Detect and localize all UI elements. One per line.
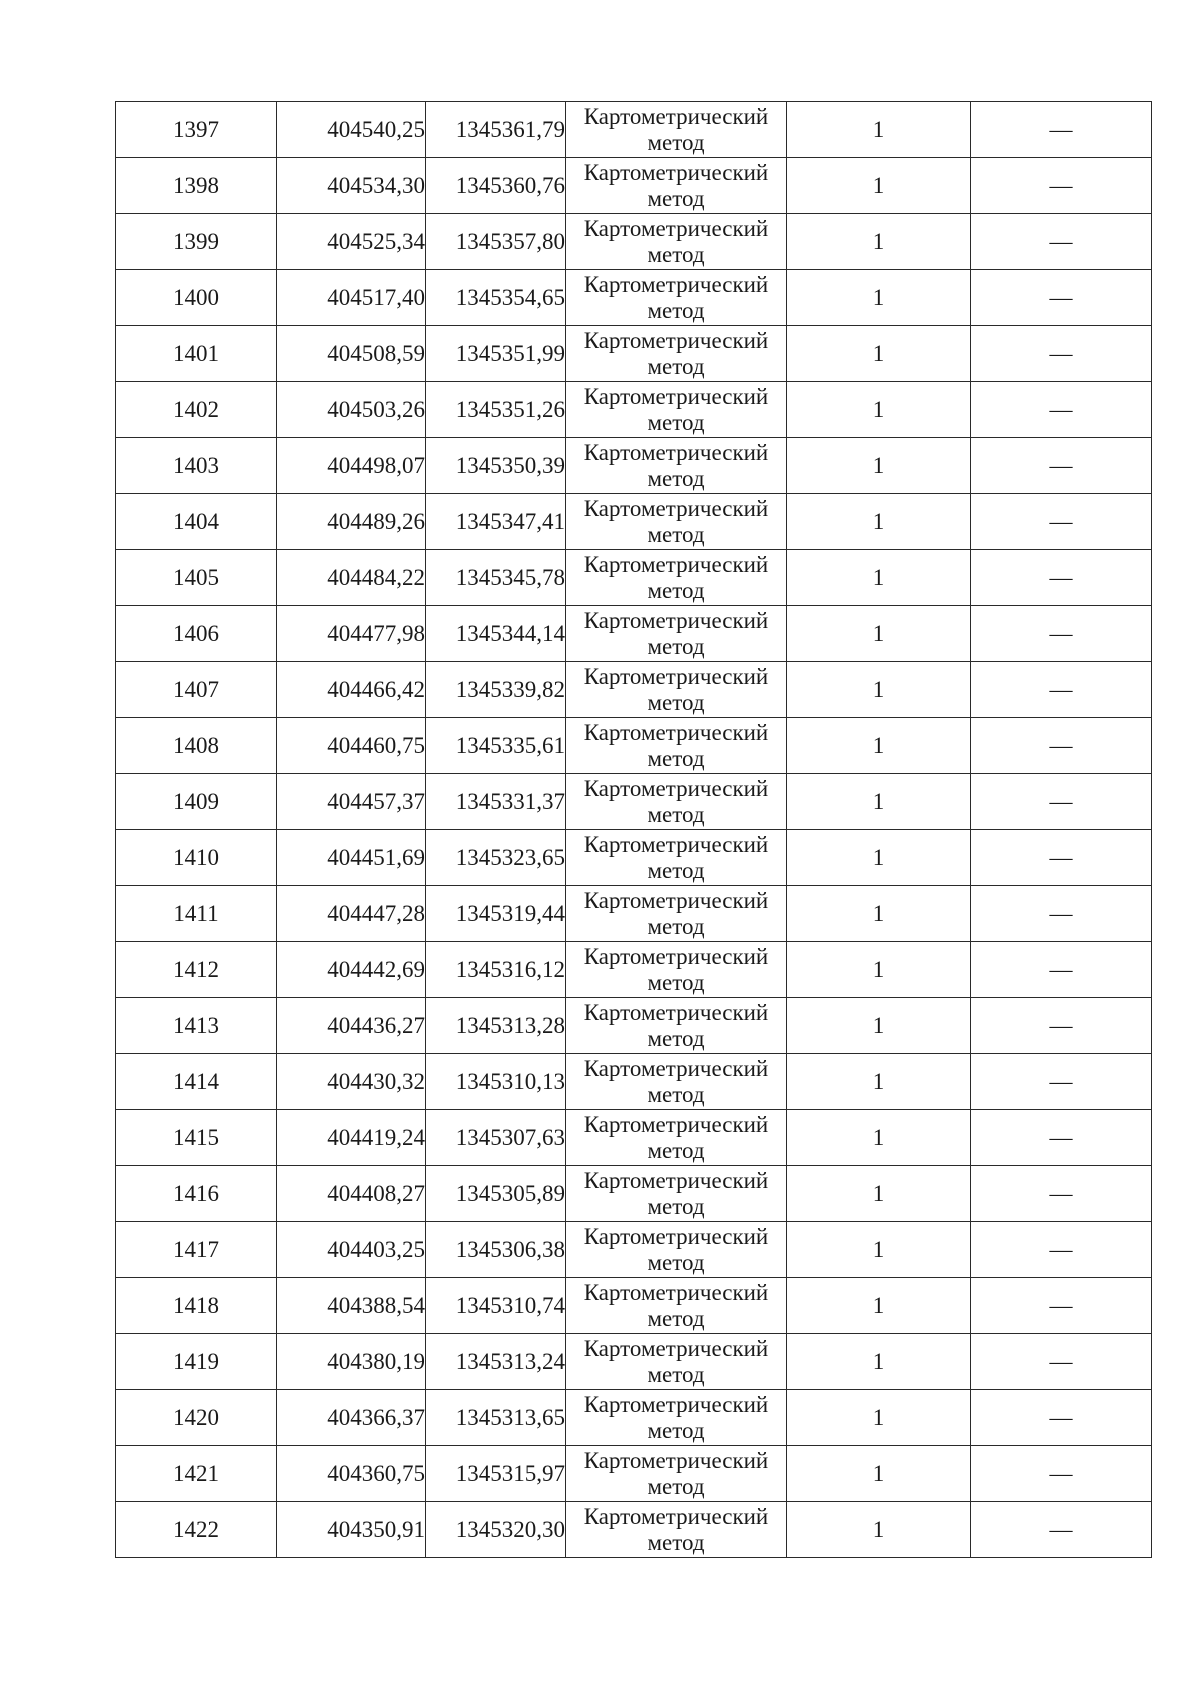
method-cell	[566, 830, 787, 886]
description-cell: —	[971, 214, 1152, 270]
method-line-1: Картометрический	[583, 943, 769, 969]
method-line-1: Картометрический	[583, 1447, 769, 1473]
y-coordinate-cell: 1345350,39	[426, 438, 566, 494]
table-row	[116, 942, 1152, 998]
method-cell	[566, 718, 787, 774]
table-row	[116, 326, 1152, 382]
point-number-cell: 1400	[116, 270, 277, 326]
method-line-2: метод	[647, 465, 705, 491]
y-coordinate-cell: 1345310,13	[426, 1054, 566, 1110]
description-cell: —	[971, 1110, 1152, 1166]
method-line-2: метод	[647, 129, 705, 155]
method-cell	[566, 942, 787, 998]
accuracy-cell: 1	[787, 886, 971, 942]
table-row	[116, 382, 1152, 438]
method-line-1: Картометрический	[583, 831, 769, 857]
table-row	[116, 1110, 1152, 1166]
point-number-cell: 1404	[116, 494, 277, 550]
method-cell	[566, 998, 787, 1054]
method-line-1: Картометрический	[583, 383, 769, 409]
description-cell: —	[971, 1390, 1152, 1446]
point-number-cell: 1402	[116, 382, 277, 438]
point-number-cell: 1419	[116, 1334, 277, 1390]
x-coordinate-cell: 404436,27	[277, 998, 426, 1054]
y-coordinate-cell: 1345354,65	[426, 270, 566, 326]
description-cell: —	[971, 438, 1152, 494]
accuracy-cell: 1	[787, 718, 971, 774]
x-coordinate-cell: 404508,59	[277, 326, 426, 382]
method-cell	[566, 1054, 787, 1110]
y-coordinate-cell: 1345305,89	[426, 1166, 566, 1222]
table-row	[116, 214, 1152, 270]
point-number-cell: 1408	[116, 718, 277, 774]
method-line-1: Картометрический	[583, 1335, 769, 1361]
accuracy-cell: 1	[787, 214, 971, 270]
method-line-2: метод	[647, 689, 705, 715]
accuracy-cell: 1	[787, 438, 971, 494]
method-cell	[566, 774, 787, 830]
method-cell	[566, 1390, 787, 1446]
accuracy-cell: 1	[787, 1446, 971, 1502]
description-cell: —	[971, 326, 1152, 382]
y-coordinate-cell: 1345351,99	[426, 326, 566, 382]
point-number-cell: 1397	[116, 102, 277, 158]
table-row	[116, 494, 1152, 550]
description-cell: —	[971, 606, 1152, 662]
y-coordinate-cell: 1345344,14	[426, 606, 566, 662]
x-coordinate-cell: 404430,32	[277, 1054, 426, 1110]
y-coordinate-cell: 1345351,26	[426, 382, 566, 438]
method-line-1: Картометрический	[583, 439, 769, 465]
table-row	[116, 1502, 1152, 1558]
method-line-2: метод	[647, 1529, 705, 1555]
method-line-2: метод	[647, 1361, 705, 1387]
method-cell	[566, 1166, 787, 1222]
accuracy-cell: 1	[787, 998, 971, 1054]
x-coordinate-cell: 404350,91	[277, 1502, 426, 1558]
accuracy-cell: 1	[787, 158, 971, 214]
description-cell: —	[971, 494, 1152, 550]
table-row	[116, 438, 1152, 494]
y-coordinate-cell: 1345335,61	[426, 718, 566, 774]
method-cell	[566, 1278, 787, 1334]
description-cell: —	[971, 886, 1152, 942]
method-line-1: Картометрический	[583, 775, 769, 801]
method-line-2: метод	[647, 1305, 705, 1331]
method-cell	[566, 102, 787, 158]
method-line-1: Картометрический	[583, 1391, 769, 1417]
x-coordinate-cell: 404503,26	[277, 382, 426, 438]
table-row	[116, 1334, 1152, 1390]
table-row	[116, 886, 1152, 942]
accuracy-cell: 1	[787, 1502, 971, 1558]
point-number-cell: 1416	[116, 1166, 277, 1222]
table-row	[116, 1222, 1152, 1278]
point-number-cell: 1418	[116, 1278, 277, 1334]
method-line-2: метод	[647, 1249, 705, 1275]
x-coordinate-cell: 404525,34	[277, 214, 426, 270]
y-coordinate-cell: 1345307,63	[426, 1110, 566, 1166]
method-cell	[566, 1110, 787, 1166]
table-row	[116, 158, 1152, 214]
x-coordinate-cell: 404457,37	[277, 774, 426, 830]
table-row	[116, 102, 1152, 158]
method-line-2: метод	[647, 241, 705, 267]
method-line-1: Картометрический	[583, 103, 769, 129]
method-cell	[566, 1446, 787, 1502]
method-line-2: метод	[647, 1025, 705, 1051]
y-coordinate-cell: 1345357,80	[426, 214, 566, 270]
accuracy-cell: 1	[787, 382, 971, 438]
accuracy-cell: 1	[787, 1166, 971, 1222]
description-cell: —	[971, 270, 1152, 326]
y-coordinate-cell: 1345316,12	[426, 942, 566, 998]
x-coordinate-cell: 404447,28	[277, 886, 426, 942]
x-coordinate-cell: 404403,25	[277, 1222, 426, 1278]
method-line-1: Картометрический	[583, 999, 769, 1025]
point-number-cell: 1417	[116, 1222, 277, 1278]
point-number-cell: 1406	[116, 606, 277, 662]
x-coordinate-cell: 404388,54	[277, 1278, 426, 1334]
table-row	[116, 1446, 1152, 1502]
description-cell: —	[971, 942, 1152, 998]
accuracy-cell: 1	[787, 550, 971, 606]
table-row	[116, 830, 1152, 886]
table-row	[116, 1166, 1152, 1222]
table-row	[116, 270, 1152, 326]
y-coordinate-cell: 1345345,78	[426, 550, 566, 606]
description-cell: —	[971, 158, 1152, 214]
x-coordinate-cell: 404380,19	[277, 1334, 426, 1390]
method-cell	[566, 606, 787, 662]
y-coordinate-cell: 1345319,44	[426, 886, 566, 942]
point-number-cell: 1410	[116, 830, 277, 886]
y-coordinate-cell: 1345331,37	[426, 774, 566, 830]
method-cell	[566, 550, 787, 606]
accuracy-cell: 1	[787, 774, 971, 830]
description-cell: —	[971, 1446, 1152, 1502]
method-line-2: метод	[647, 1417, 705, 1443]
description-cell: —	[971, 1278, 1152, 1334]
table-row	[116, 1054, 1152, 1110]
method-cell	[566, 214, 787, 270]
point-number-cell: 1411	[116, 886, 277, 942]
accuracy-cell: 1	[787, 326, 971, 382]
table-row	[116, 718, 1152, 774]
point-number-cell: 1399	[116, 214, 277, 270]
method-line-2: метод	[647, 801, 705, 827]
method-cell	[566, 326, 787, 382]
y-coordinate-cell: 1345315,97	[426, 1446, 566, 1502]
point-number-cell: 1421	[116, 1446, 277, 1502]
method-line-1: Картометрический	[583, 719, 769, 745]
y-coordinate-cell: 1345347,41	[426, 494, 566, 550]
method-line-2: метод	[647, 633, 705, 659]
x-coordinate-cell: 404489,26	[277, 494, 426, 550]
description-cell: —	[971, 662, 1152, 718]
point-number-cell: 1413	[116, 998, 277, 1054]
x-coordinate-cell: 404451,69	[277, 830, 426, 886]
description-cell: —	[971, 1054, 1152, 1110]
method-line-2: метод	[647, 409, 705, 435]
method-line-1: Картометрический	[583, 607, 769, 633]
method-line-2: метод	[647, 1137, 705, 1163]
method-line-1: Картометрический	[583, 495, 769, 521]
accuracy-cell: 1	[787, 830, 971, 886]
method-cell	[566, 1334, 787, 1390]
coordinates-table-body	[116, 102, 1152, 1558]
method-line-2: метод	[647, 577, 705, 603]
method-line-1: Картометрический	[583, 1503, 769, 1529]
method-line-1: Картометрический	[583, 215, 769, 241]
description-cell: —	[971, 718, 1152, 774]
x-coordinate-cell: 404540,25	[277, 102, 426, 158]
y-coordinate-cell: 1345306,38	[426, 1222, 566, 1278]
method-line-1: Картометрический	[583, 1279, 769, 1305]
method-line-1: Картометрический	[583, 663, 769, 689]
x-coordinate-cell: 404484,22	[277, 550, 426, 606]
method-line-2: метод	[647, 297, 705, 323]
accuracy-cell: 1	[787, 270, 971, 326]
point-number-cell: 1412	[116, 942, 277, 998]
point-number-cell: 1405	[116, 550, 277, 606]
y-coordinate-cell: 1345313,28	[426, 998, 566, 1054]
method-line-1: Картометрический	[583, 159, 769, 185]
table-row	[116, 1278, 1152, 1334]
table-row	[116, 998, 1152, 1054]
accuracy-cell: 1	[787, 1110, 971, 1166]
y-coordinate-cell: 1345339,82	[426, 662, 566, 718]
description-cell: —	[971, 774, 1152, 830]
method-cell	[566, 494, 787, 550]
method-line-2: метод	[647, 745, 705, 771]
method-line-2: метод	[647, 913, 705, 939]
method-cell	[566, 158, 787, 214]
method-cell	[566, 1502, 787, 1558]
y-coordinate-cell: 1345313,65	[426, 1390, 566, 1446]
x-coordinate-cell: 404466,42	[277, 662, 426, 718]
x-coordinate-cell: 404366,37	[277, 1390, 426, 1446]
point-number-cell: 1420	[116, 1390, 277, 1446]
point-number-cell: 1407	[116, 662, 277, 718]
y-coordinate-cell: 1345310,74	[426, 1278, 566, 1334]
x-coordinate-cell: 404408,27	[277, 1166, 426, 1222]
x-coordinate-cell: 404419,24	[277, 1110, 426, 1166]
point-number-cell: 1403	[116, 438, 277, 494]
method-line-2: метод	[647, 857, 705, 883]
description-cell: —	[971, 102, 1152, 158]
table-row	[116, 1390, 1152, 1446]
table-row	[116, 774, 1152, 830]
accuracy-cell: 1	[787, 1334, 971, 1390]
point-number-cell: 1422	[116, 1502, 277, 1558]
accuracy-cell: 1	[787, 1054, 971, 1110]
method-cell	[566, 1222, 787, 1278]
accuracy-cell: 1	[787, 606, 971, 662]
y-coordinate-cell: 1345360,76	[426, 158, 566, 214]
point-number-cell: 1414	[116, 1054, 277, 1110]
method-line-1: Картометрический	[583, 551, 769, 577]
method-cell	[566, 270, 787, 326]
method-line-2: метод	[647, 1193, 705, 1219]
x-coordinate-cell: 404460,75	[277, 718, 426, 774]
x-coordinate-cell: 404442,69	[277, 942, 426, 998]
method-line-1: Картометрический	[583, 327, 769, 353]
y-coordinate-cell: 1345320,30	[426, 1502, 566, 1558]
table-row	[116, 662, 1152, 718]
method-cell	[566, 662, 787, 718]
description-cell: —	[971, 830, 1152, 886]
point-number-cell: 1401	[116, 326, 277, 382]
method-line-1: Картометрический	[583, 1167, 769, 1193]
method-line-1: Картометрический	[583, 1223, 769, 1249]
description-cell: —	[971, 998, 1152, 1054]
method-line-2: метод	[647, 353, 705, 379]
method-cell	[566, 382, 787, 438]
method-line-1: Картометрический	[583, 271, 769, 297]
method-line-1: Картометрический	[583, 887, 769, 913]
accuracy-cell: 1	[787, 1222, 971, 1278]
y-coordinate-cell: 1345361,79	[426, 102, 566, 158]
method-cell	[566, 438, 787, 494]
description-cell: —	[971, 382, 1152, 438]
accuracy-cell: 1	[787, 1278, 971, 1334]
point-number-cell: 1415	[116, 1110, 277, 1166]
point-number-cell: 1398	[116, 158, 277, 214]
description-cell: —	[971, 550, 1152, 606]
method-line-2: метод	[647, 185, 705, 211]
point-number-cell: 1409	[116, 774, 277, 830]
description-cell: —	[971, 1502, 1152, 1558]
description-cell: —	[971, 1166, 1152, 1222]
accuracy-cell: 1	[787, 662, 971, 718]
accuracy-cell: 1	[787, 494, 971, 550]
y-coordinate-cell: 1345323,65	[426, 830, 566, 886]
method-cell	[566, 886, 787, 942]
accuracy-cell: 1	[787, 942, 971, 998]
description-cell: —	[971, 1334, 1152, 1390]
accuracy-cell: 1	[787, 102, 971, 158]
y-coordinate-cell: 1345313,24	[426, 1334, 566, 1390]
x-coordinate-cell: 404517,40	[277, 270, 426, 326]
accuracy-cell: 1	[787, 1390, 971, 1446]
method-line-1: Картометрический	[583, 1111, 769, 1137]
x-coordinate-cell: 404477,98	[277, 606, 426, 662]
method-line-2: метод	[647, 1081, 705, 1107]
x-coordinate-cell: 404360,75	[277, 1446, 426, 1502]
method-line-2: метод	[647, 521, 705, 547]
description-cell: —	[971, 1222, 1152, 1278]
x-coordinate-cell: 404534,30	[277, 158, 426, 214]
method-line-2: метод	[647, 1473, 705, 1499]
coordinates-table	[115, 101, 1152, 1558]
method-line-2: метод	[647, 969, 705, 995]
x-coordinate-cell: 404498,07	[277, 438, 426, 494]
method-line-1: Картометрический	[583, 1055, 769, 1081]
table-row	[116, 550, 1152, 606]
table-row	[116, 606, 1152, 662]
